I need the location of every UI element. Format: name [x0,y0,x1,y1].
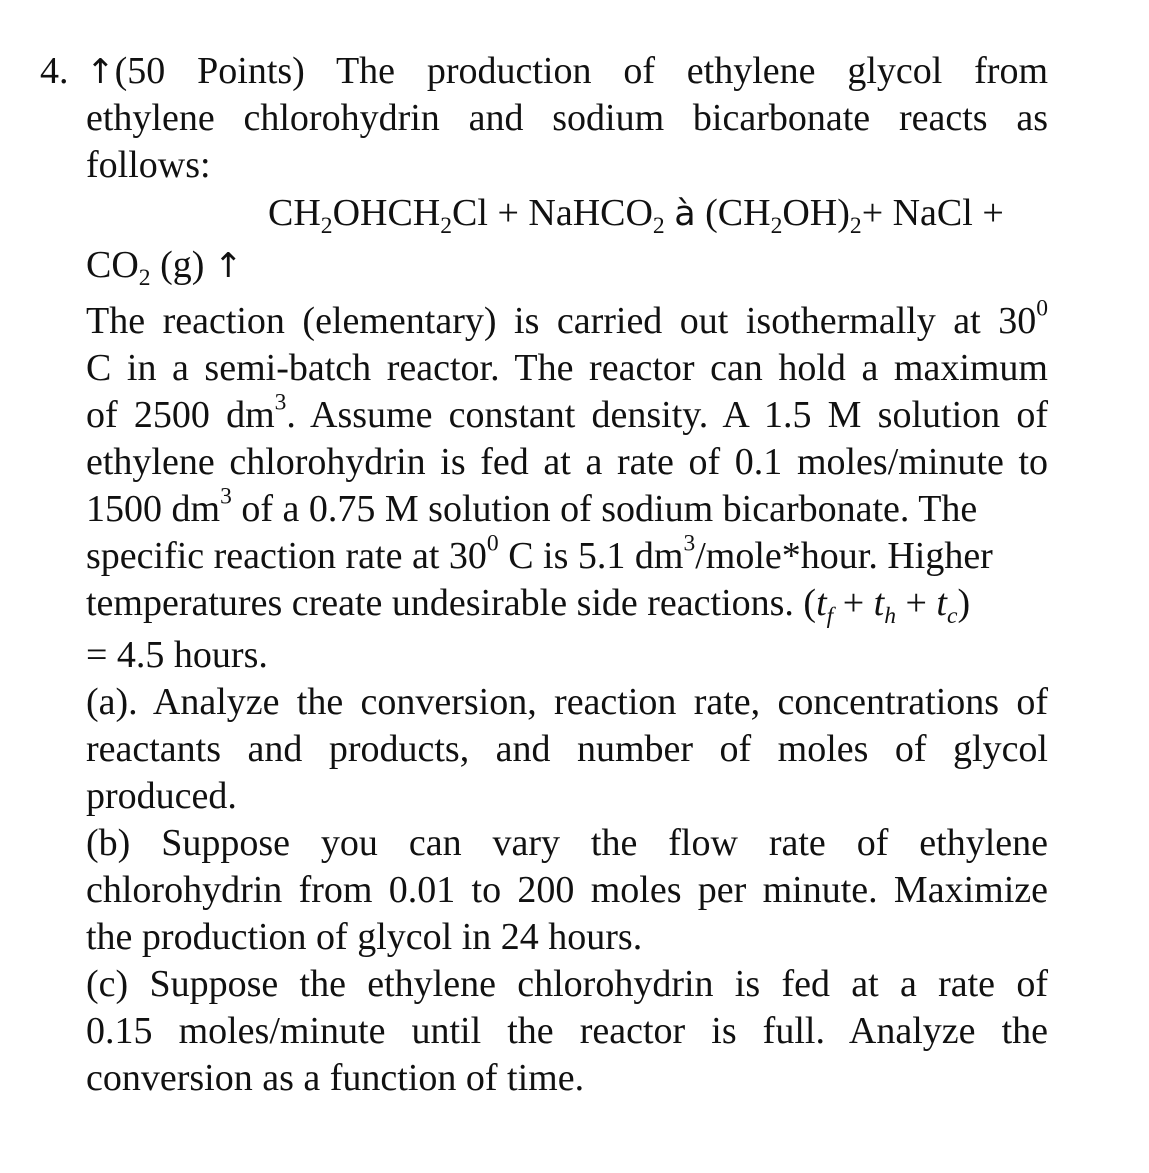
body-line-5: 1500 $dm^3$ of a 0.75 M solution of sodium bicarbonate. The [86,483,978,530]
part-a-line-1: (a). Analyze the conversion, reaction rate, concentrations of [86,681,1048,723]
part-a-line-3: produced. [86,775,237,817]
body-line-8: = 4.5 hours. [86,634,268,676]
body-line-4: ethylene chlorohydrin is fed at a rate of 0.1 moles/minute to [86,441,1048,483]
part-b-line-2: chlorohydrin from 0.01 to 200 moles per minute. Maximize [86,869,1048,911]
part-a-line-2: reactants and products, and number of moles of glycol [86,728,1048,770]
part-c-line-1: (c) Suppose the ethylene chlorohydrin is fed at a rate of [86,963,1048,1005]
body-line-7: temperatures create undesirable side reactions. $(t_f + t_h + t_c)$ [86,582,971,630]
part-c-line-2: 0.15 moles/minute until the reactor is full. Analyze the [86,1010,1048,1052]
body-line-2: C in a semi-batch reactor. The reactor can hold a maximum [86,347,1048,389]
up-arrow-icon: ↑ [86,52,115,92]
intro-line-2: ethylene chlorohydrin and sodium bicarbonate reacts as [86,97,1048,139]
reaction-equation: $CH_2OHCH_2Cl$ + NaHCO$_2$ à $(CH_2OH)_2+$ NaCl + [268,192,1004,240]
up-arrow-icon: ↑ [213,246,243,286]
body-line-1: The reaction (elementary) is carried out isothermally at $30^0$ [86,295,1048,342]
part-b-line-1: (b) Suppose you can vary the flow rate of ethylene [86,822,1048,864]
reaction-equation-cont: $CO_2$ (g) ↑ [86,244,243,292]
body-line-3: of 2500 $dm^3$. Assume constant density. A 1.5 M solution of [86,389,1048,436]
part-b-line-3: the production of glycol in 24 hours. [86,916,643,958]
part-c-line-3: conversion as a function of time. [86,1057,585,1099]
intro-line-1: ↑(50 Points) The production of ethylene glycol from [86,50,1048,92]
problem-number: 4. [40,50,69,92]
intro-line-3: follows: [86,144,211,186]
body-line-6: specific reaction rate at $30^0$ C is 5.1 $dm^3/mole*hour$. Higher [86,530,993,577]
